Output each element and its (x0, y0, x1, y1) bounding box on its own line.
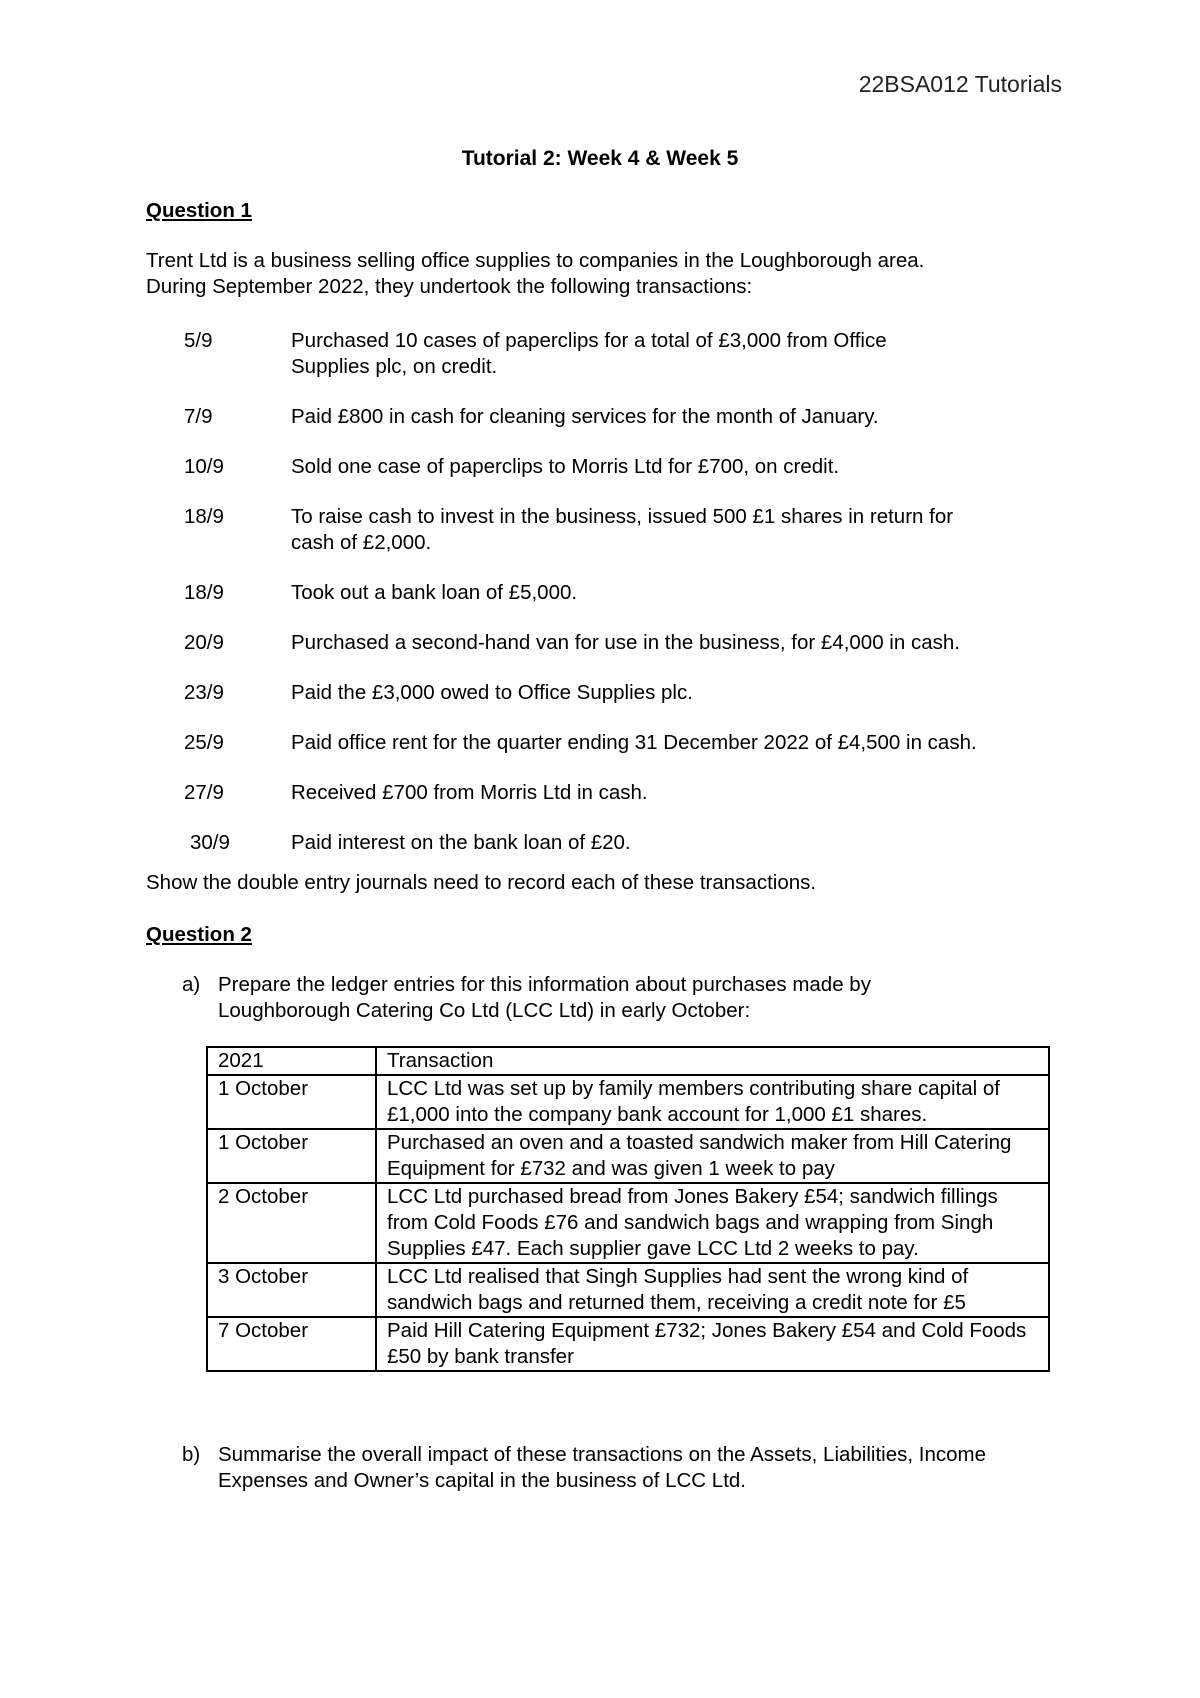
question-2-heading: Question 2 (146, 923, 252, 946)
transaction-description (291, 830, 991, 856)
table-cell-date: 2 October (207, 1183, 376, 1263)
part-label: b) (182, 1443, 201, 1466)
table-header-cell: 2021 (207, 1047, 376, 1075)
question-1-instruction: Show the double entry journals need to record each of these transactions. (146, 871, 817, 894)
transaction-date: 20/9 (184, 631, 224, 654)
question-1-heading: Question 1 (146, 199, 252, 222)
transaction-line: Paid £800 in cash for cleaning services for the month of January. (291, 405, 879, 428)
transaction-description (291, 730, 991, 756)
intro-line: During September 2022, they undertook the following transactions: (146, 275, 753, 298)
part-line: Summarise the overall impact of these transactions on the Assets, Liabilities, Income (218, 1443, 986, 1466)
transaction-description (291, 504, 991, 556)
transaction-description (291, 328, 991, 380)
transaction-description (291, 680, 991, 706)
transaction-line: Received £700 from Morris Ltd in cash. (291, 781, 648, 804)
table-cell-date: 3 October (207, 1263, 376, 1317)
transaction-date: 18/9 (184, 505, 224, 528)
page-title: Tutorial 2: Week 4 & Week 5 (461, 147, 739, 170)
table-row (207, 1075, 1049, 1129)
table-row (207, 1263, 1049, 1317)
transaction-line: Took out a bank loan of £5,000. (291, 581, 578, 604)
table-cell-transaction: LCC Ltd was set up by family members contributing share capital of £1,000 into the company bank account for 1,000 £1 shares. (376, 1075, 1049, 1129)
transaction-date: 30/9 (190, 831, 230, 854)
table-cell-date: 1 October (207, 1075, 376, 1129)
part-text (218, 972, 1078, 1024)
table-header-cell: Transaction (376, 1047, 1049, 1075)
course-header: 22BSA012 Tutorials (858, 71, 1062, 97)
transaction-description (291, 780, 991, 806)
part-line: Loughborough Catering Co Ltd (LCC Ltd) in early October: (218, 999, 751, 1022)
transaction-date: 23/9 (184, 681, 224, 704)
transaction-line: Paid the £3,000 owed to Office Supplies plc. (291, 681, 693, 704)
part-text (218, 1442, 1078, 1494)
transaction-line: To raise cash to invest in the business, issued 500 £1 shares in return for (291, 505, 954, 528)
transaction-description (291, 454, 991, 480)
transaction-date: 7/9 (184, 405, 213, 428)
part-line: Expenses and Owner’s capital in the business of LCC Ltd. (218, 1469, 746, 1492)
table-cell-date: 1 October (207, 1129, 376, 1183)
table-cell-transaction: LCC Ltd realised that Singh Supplies had sent the wrong kind of sandwich bags and returned them, receiving a credit note for £5 (376, 1263, 1049, 1317)
question-1-intro (146, 248, 1066, 300)
intro-line: Trent Ltd is a business selling office supplies to companies in the Loughborough area. (146, 249, 925, 272)
table-cell-transaction: Paid Hill Catering Equipment £732; Jones Bakery £54 and Cold Foods £50 by bank transfer (376, 1317, 1049, 1371)
transaction-line: cash of £2,000. (291, 531, 432, 554)
transactions-table (206, 1046, 1050, 1372)
transaction-date: 27/9 (184, 781, 224, 804)
transaction-line: Purchased 10 cases of paperclips for a total of £3,000 from Office (291, 329, 887, 352)
transaction-date: 10/9 (184, 455, 224, 478)
part-label: a) (182, 973, 201, 996)
table-row (207, 1183, 1049, 1263)
transaction-line: Paid office rent for the quarter ending 31 December 2022 of £4,500 in cash. (291, 731, 977, 754)
transaction-date: 25/9 (184, 731, 224, 754)
table-row (207, 1317, 1049, 1371)
transaction-description (291, 580, 991, 606)
table-cell-transaction: LCC Ltd purchased bread from Jones Bakery £54; sandwich fillings from Cold Foods £76 and sandwich bags and wrapping from Singh Supplies £47. Each supplier gave LCC Ltd 2 weeks to pay. (376, 1183, 1049, 1263)
transaction-line: Purchased a second-hand van for use in the business, for £4,000 in cash. (291, 631, 960, 654)
table-row (207, 1129, 1049, 1183)
table-header-row (207, 1047, 1049, 1075)
transaction-date: 18/9 (184, 581, 224, 604)
transaction-line: Supplies plc, on credit. (291, 355, 498, 378)
transaction-description (291, 630, 991, 656)
transaction-line: Paid interest on the bank loan of £20. (291, 831, 631, 854)
table-cell-transaction: Purchased an oven and a toasted sandwich maker from Hill Catering Equipment for £732 and was given 1 week to pay (376, 1129, 1049, 1183)
transaction-line: Sold one case of paperclips to Morris Ltd for £700, on credit. (291, 455, 840, 478)
transaction-date: 5/9 (184, 329, 213, 352)
transaction-description (291, 404, 991, 430)
part-line: Prepare the ledger entries for this information about purchases made by (218, 973, 871, 996)
table-cell-date: 7 October (207, 1317, 376, 1371)
